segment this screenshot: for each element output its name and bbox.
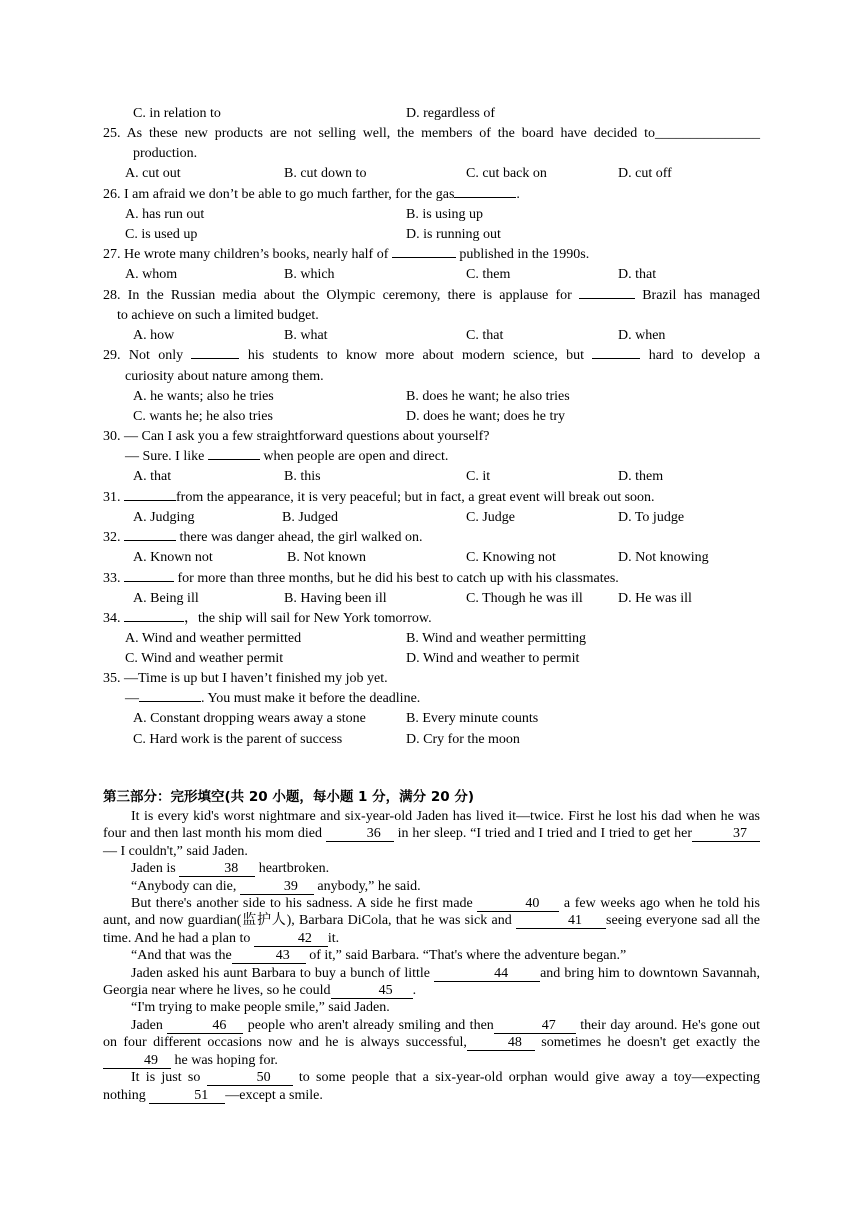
passage-text: . xyxy=(412,983,417,999)
passage-text: “And that was the xyxy=(131,948,232,964)
q34-option-d: D. Wind and weather to permit xyxy=(406,651,580,666)
passage-text: of it,” said Barbara. “That's where the adventure began.” xyxy=(309,948,627,964)
blank-47: 47 xyxy=(494,1018,576,1034)
blank-37: 37 xyxy=(692,826,760,842)
q25-stem-cont: production. xyxy=(133,146,198,161)
passage-text: it. xyxy=(327,930,340,946)
passage-text: sometimes he doesn't get exactly the xyxy=(541,1035,760,1051)
q26-option-a: A. has run out xyxy=(125,207,205,222)
q29-option-c: C. wants he; he also tries xyxy=(133,409,273,424)
q31-option-a: A. Judging xyxy=(133,510,195,525)
passage-text: But there's another side to his sadness. A side he first made xyxy=(131,896,473,912)
q34-option-c: C. Wind and weather permit xyxy=(125,651,284,666)
q33-option-d: D. He was ill xyxy=(618,591,692,606)
blank-44: 44 xyxy=(434,966,540,982)
q30-option-a: A. that xyxy=(133,469,172,484)
q35-line-2-a: — xyxy=(125,691,139,706)
q28-option-d: D. when xyxy=(618,328,666,343)
q29-stem-a: 29. Not only xyxy=(103,348,184,363)
q25-option-d: D. cut off xyxy=(618,166,672,181)
passage-text: — I couldn't,” said Jaden. xyxy=(103,843,248,859)
q28-option-b: B. what xyxy=(284,328,328,343)
q25-option-a: A. cut out xyxy=(125,166,181,181)
blank-45: 45 xyxy=(331,983,413,999)
q33-number: 33. xyxy=(103,571,121,586)
q35-option-b: B. Every minute counts xyxy=(406,711,539,726)
q33-blank xyxy=(124,581,174,582)
q28-stem-a: 28. In the Russian media about the Olympic ceremony, there is applause for xyxy=(103,288,572,303)
q28-stem xyxy=(103,286,760,306)
q35-line-2 xyxy=(125,689,420,709)
q30-line-2 xyxy=(125,447,448,467)
q31-option-d: D. To judge xyxy=(618,510,685,525)
q24-option-d: D. regardless of xyxy=(406,106,496,121)
q27-stem xyxy=(103,245,589,265)
q29-stem-b: his students to know more about modern science, but xyxy=(247,348,585,363)
q28-option-a: A. how xyxy=(133,328,175,343)
q27-stem-a: 27. He wrote many children’s books, nearly half of xyxy=(103,247,389,262)
q31-blank xyxy=(124,500,176,501)
blank-48: 48 xyxy=(467,1035,535,1051)
q33-option-c: C. Though he was ill xyxy=(466,591,583,606)
passage-text: It is just so xyxy=(131,1070,201,1086)
blank-42: 42 xyxy=(254,931,328,947)
blank-38: 38 xyxy=(179,861,255,877)
q31-number: 31. xyxy=(103,490,121,505)
q24-option-c: C. in relation to xyxy=(133,106,221,121)
passage-text: in her sleep. “I tried and I tried and I tried to get her xyxy=(397,826,693,842)
passage-text: anybody,” he said. xyxy=(317,878,421,894)
blank-40: 40 xyxy=(477,896,559,912)
passage-text: to some people that a six-year-old orphan would give away a toy—expecting nothing xyxy=(103,1070,761,1103)
q28-blank xyxy=(579,298,635,299)
passage-paragraph-8 xyxy=(103,1017,760,1069)
q27-option-d: D. that xyxy=(618,267,657,282)
q34-blank xyxy=(124,621,184,622)
passage-text: a few weeks ago when he told his aunt, and now guardian(监护人), Barbara DiCola, that he was sick and xyxy=(103,896,760,929)
q34-option-b: B. Wind and weather permitting xyxy=(406,631,586,646)
q31-option-b: B. Judged xyxy=(282,510,338,525)
q35-blank xyxy=(139,701,201,702)
passage-text: people who aren't already smiling and then xyxy=(247,1017,494,1033)
passage-text: —except a smile. xyxy=(225,1087,323,1103)
q27-stem-b: published in the 1990s. xyxy=(459,247,590,262)
passage-text: their day around. He's gone out on four different occasions now and he is always successful, xyxy=(103,1017,761,1051)
q27-blank xyxy=(392,257,456,258)
cloze-passage xyxy=(103,808,760,1104)
q25-stem-text: 25. As these new products are not selling well, the members of the board have decided to xyxy=(103,126,655,141)
q35-line-2-b: . You must make it before the deadline. xyxy=(201,691,421,706)
passage-text: seeing everyone sad all the time. And he had a plan to xyxy=(103,913,761,946)
q30-option-c: C. it xyxy=(466,469,491,484)
blank-39: 39 xyxy=(240,879,314,895)
q32-blank xyxy=(124,540,176,541)
q30-option-d: D. them xyxy=(618,469,664,484)
blank-41: 41 xyxy=(516,913,606,929)
q33-stem-text: for more than three months, but he did his best to catch up with his classmates. xyxy=(177,571,619,586)
passage-text: It is every kid's worst nightmare and six-year-old Jaden has lived it—twice. First he lost his dad when he was four and then last month his mom died xyxy=(103,809,760,842)
passage-paragraph-1 xyxy=(103,808,760,860)
q27-option-b: B. which xyxy=(284,267,335,282)
q29-option-b: B. does he want; he also tries xyxy=(406,389,570,404)
q32-option-c: C. Knowing not xyxy=(466,550,556,565)
q30-line-2-a: — Sure. I like xyxy=(125,449,205,464)
q26-option-d: D. is running out xyxy=(406,227,501,242)
q32-number: 32. xyxy=(103,530,121,545)
passage-text: Jaden asked his aunt Barbara to buy a bunch of little xyxy=(131,965,430,981)
q30-line-2-b: when people are open and direct. xyxy=(263,449,449,464)
q30-option-b: B. this xyxy=(284,469,321,484)
q25-option-c: C. cut back on xyxy=(466,166,547,181)
q34-number: 34. xyxy=(103,611,121,626)
q35-option-a: A. Constant dropping wears away a stone xyxy=(133,711,366,726)
q35-option-c: C. Hard work is the parent of success xyxy=(133,732,343,747)
q33-option-b: B. Having been ill xyxy=(284,591,387,606)
q30-line-1: 30. — Can I ask you a few straightforward questions about yourself? xyxy=(103,429,490,444)
q32-stem xyxy=(103,528,422,548)
passage-paragraph-4 xyxy=(103,895,760,947)
q33-stem xyxy=(103,569,619,589)
q26-option-c: C. is used up xyxy=(125,227,198,242)
q34-option-a: A. Wind and weather permitted xyxy=(125,631,302,646)
passage-paragraph-6 xyxy=(103,965,760,1000)
passage-paragraph-9 xyxy=(103,1069,760,1104)
q32-option-b: B. Not known xyxy=(287,550,366,565)
section-3-heading: 第三部分：完形填空(共 20 小题，每小题 1 分，满分 20 分) xyxy=(103,789,475,805)
passage-paragraph-3 xyxy=(103,878,760,895)
q29-option-d: D. does he want; does he try xyxy=(406,409,566,424)
q25-option-b: B. cut down to xyxy=(284,166,367,181)
q34-stem-text: ，the ship will sail for New York tomorrow. xyxy=(184,611,432,626)
q31-stem-text: from the appearance, it is very peaceful; but in fact, a great event will break out soon. xyxy=(176,490,655,505)
q29-stem xyxy=(103,346,760,366)
q31-option-c: C. Judge xyxy=(466,510,515,525)
passage-text: and bring him to downtown Savannah, Georgia near where he lives, so he could xyxy=(103,965,760,999)
passage-paragraph-7: “I'm trying to make people smile,” said Jaden. xyxy=(131,1000,390,1016)
q31-stem xyxy=(103,488,655,508)
q29-option-a: A. he wants; also he tries xyxy=(133,389,274,404)
q25-blank: _______________ xyxy=(655,126,760,141)
q28-option-c: C. that xyxy=(466,328,504,343)
q33-option-a: A. Being ill xyxy=(133,591,199,606)
q29-blank-1 xyxy=(191,358,239,359)
q28-stem-cont: to achieve on such a limited budget. xyxy=(117,308,319,323)
q29-stem-cont: curiosity about nature among them. xyxy=(125,369,324,384)
blank-36: 36 xyxy=(326,826,394,842)
q35-line-1: 35. —Time is up but I haven’t finished my job yet. xyxy=(103,671,388,686)
passage-text: “Anybody can die, xyxy=(131,878,237,894)
passage-text: Jaden xyxy=(131,1017,163,1033)
q34-stem xyxy=(103,609,432,629)
passage-paragraph-5 xyxy=(103,947,760,964)
q26-stem-a: 26. I am afraid we don’t be able to go much farther, for the gas xyxy=(103,187,455,202)
q35-option-d: D. Cry for the moon xyxy=(406,732,520,747)
q29-blank-2 xyxy=(592,358,640,359)
passage-text: Jaden is xyxy=(131,861,176,877)
blank-49: 49 xyxy=(103,1053,171,1069)
blank-46: 46 xyxy=(167,1018,243,1034)
passage-text: heartbroken. xyxy=(258,861,330,877)
q32-option-d: D. Not knowing xyxy=(618,550,709,565)
blank-50: 50 xyxy=(207,1070,293,1086)
passage-paragraph-2 xyxy=(103,860,760,877)
q26-option-b: B. is using up xyxy=(406,207,484,222)
q27-option-c: C. them xyxy=(466,267,511,282)
blank-51: 51 xyxy=(149,1088,225,1104)
q28-stem-b: Brazil has managed xyxy=(642,288,760,303)
passage-text: he was hoping for. xyxy=(174,1052,278,1068)
q30-blank xyxy=(208,459,260,460)
q26-stem xyxy=(103,185,520,205)
q32-option-a: A. Known not xyxy=(133,550,213,565)
q25-stem xyxy=(103,124,760,144)
q26-blank xyxy=(454,197,516,198)
q32-stem-text: there was danger ahead, the girl walked on. xyxy=(179,530,423,545)
q26-stem-b: . xyxy=(516,187,520,202)
q27-option-a: A. whom xyxy=(125,267,178,282)
q29-stem-c: hard to develop a xyxy=(648,348,761,363)
blank-43: 43 xyxy=(232,948,306,964)
